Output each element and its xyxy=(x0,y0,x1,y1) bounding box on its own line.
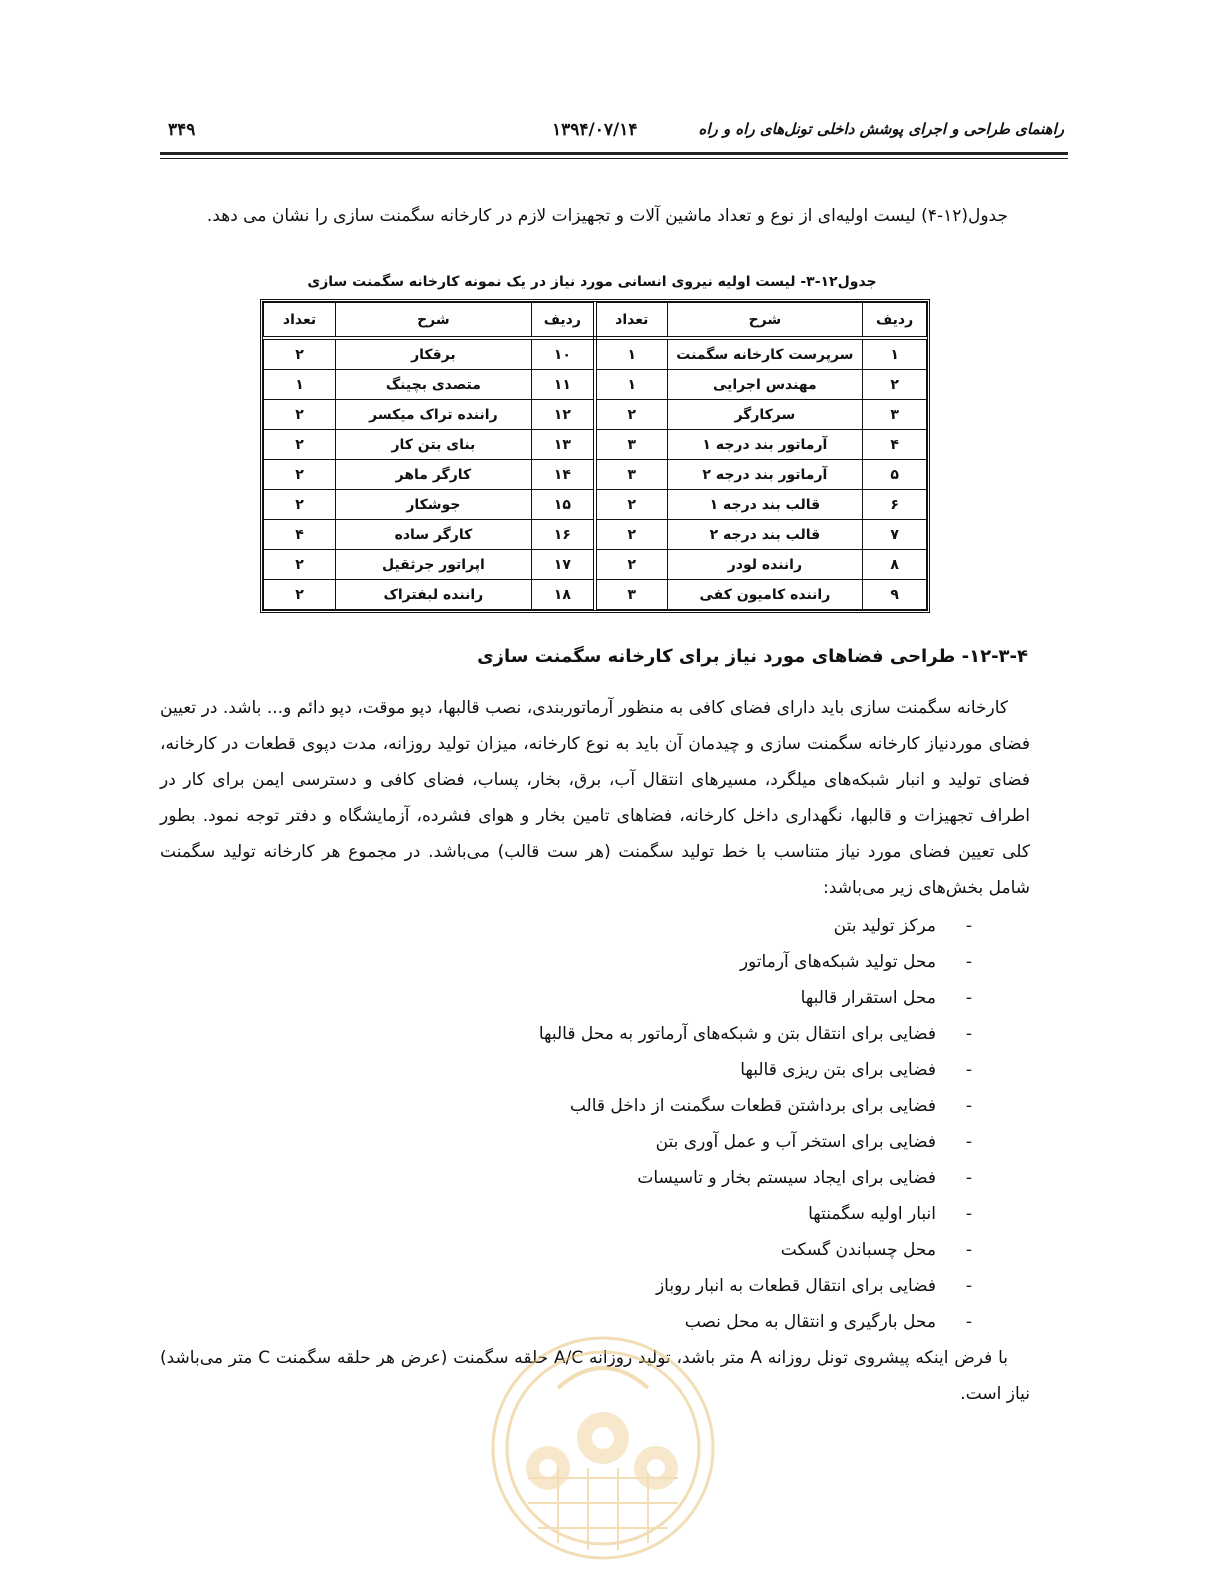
cell-description: کارگر ساده xyxy=(336,520,532,550)
table-row xyxy=(264,580,927,610)
table-row xyxy=(264,400,927,430)
cell-row-number: ۱۶ xyxy=(531,520,595,550)
cell-count: ۲ xyxy=(264,490,336,520)
intro-paragraph: جدول(۱۲-۴) لیست اولیه‌ای از نوع و تعداد ماشین آلات و تجهیزات لازم در کارخانه سگمنت سازی را نشان می دهد. xyxy=(206,206,1008,226)
table-row xyxy=(264,550,927,580)
list-bullet: - xyxy=(965,1204,972,1224)
list-bullet: - xyxy=(965,916,972,936)
cell-description: سرکارگر xyxy=(667,400,863,430)
list-item-text: فضایی برای بتن ریزی قالبها xyxy=(740,1060,936,1080)
list-item xyxy=(539,1088,972,1124)
list-item xyxy=(539,980,972,1016)
page-number: ۳۴۹ xyxy=(168,120,196,140)
table-row xyxy=(264,370,927,400)
list-item xyxy=(539,1196,972,1232)
list-item xyxy=(539,1124,972,1160)
cell-count: ۲ xyxy=(595,400,667,430)
space-list xyxy=(539,908,972,1340)
table-body xyxy=(264,338,927,610)
cell-count: ۲ xyxy=(264,430,336,460)
cell-row-number: ۴ xyxy=(863,430,927,460)
header-count: تعداد xyxy=(264,303,336,339)
cell-description: جوشکار xyxy=(336,490,532,520)
list-bullet: - xyxy=(965,1060,972,1080)
cell-count: ۳ xyxy=(595,430,667,460)
table-row xyxy=(264,338,927,370)
cell-row-number: ۸ xyxy=(863,550,927,580)
header-rule xyxy=(160,152,1068,159)
header-row-number: ردیف xyxy=(531,303,595,339)
list-bullet: - xyxy=(965,1132,972,1152)
cell-count: ۴ xyxy=(264,520,336,550)
cell-count: ۲ xyxy=(595,550,667,580)
cell-description: راننده لبفتراک xyxy=(336,580,532,610)
table-row xyxy=(264,490,927,520)
list-bullet: - xyxy=(965,952,972,972)
list-bullet: - xyxy=(965,1240,972,1260)
table-row xyxy=(264,430,927,460)
cell-row-number: ۲ xyxy=(863,370,927,400)
list-item xyxy=(539,1052,972,1088)
cell-description: کارگر ماهر xyxy=(336,460,532,490)
cell-description: مهندس اجرایی xyxy=(667,370,863,400)
list-item-text: فضایی برای برداشتن قطعات سگمنت از داخل قالب xyxy=(569,1096,936,1116)
cell-description: آرماتور بند درجه ۱ xyxy=(667,430,863,460)
list-item xyxy=(539,1160,972,1196)
cell-row-number: ۱۷ xyxy=(531,550,595,580)
list-item-text: محل استقرار قالبها xyxy=(800,988,936,1008)
cell-description: بنای بتن کار xyxy=(336,430,532,460)
cell-row-number: ۱۵ xyxy=(531,490,595,520)
table-row xyxy=(264,460,927,490)
cell-row-number: ۱۴ xyxy=(531,460,595,490)
cell-description: متصدی بچینگ xyxy=(336,370,532,400)
cell-count: ۲ xyxy=(264,580,336,610)
list-item-text: فضایی برای استخر آب و عمل آوری بتن xyxy=(655,1132,936,1152)
cell-count: ۲ xyxy=(264,460,336,490)
list-item xyxy=(539,1268,972,1304)
cell-description: آرماتور بند درجه ۲ xyxy=(667,460,863,490)
cell-description: برقکار xyxy=(336,338,532,370)
cell-count: ۲ xyxy=(264,400,336,430)
cell-row-number: ۷ xyxy=(863,520,927,550)
list-item-text: فضایی برای ایجاد سیستم بخار و تاسیسات xyxy=(637,1168,936,1188)
list-bullet: - xyxy=(965,988,972,1008)
list-item xyxy=(539,908,972,944)
header-date: ۱۳۹۴/۰۷/۱۴ xyxy=(552,120,638,140)
cell-description: قالب بند درجه ۱ xyxy=(667,490,863,520)
cell-row-number: ۱۲ xyxy=(531,400,595,430)
cell-row-number: ۵ xyxy=(863,460,927,490)
list-item xyxy=(539,944,972,980)
list-item-text: مرکز تولید بتن xyxy=(833,916,936,936)
list-item-text: محل چسباندن گسکت xyxy=(780,1240,936,1260)
cell-row-number: ۳ xyxy=(863,400,927,430)
cell-description: سرپرست کارخانه سگمنت xyxy=(667,338,863,370)
cell-count: ۲ xyxy=(264,338,336,370)
watermark-seal-icon xyxy=(488,1328,718,1584)
header-description: شرح xyxy=(667,303,863,339)
cell-row-number: ۱۸ xyxy=(531,580,595,610)
cell-row-number: ۹ xyxy=(863,580,927,610)
cell-count: ۱ xyxy=(595,338,667,370)
cell-row-number: ۱۰ xyxy=(531,338,595,370)
closing-paragraph: با فرض اینکه پیشروی تونل روزانه A متر باشد، تولید روزانه A/C حلقه سگمنت (عرض هر حلقه سگمنت C متر می‌باشد) نیاز است. xyxy=(160,1348,1030,1404)
list-item xyxy=(539,1232,972,1268)
section-title: ۱۲-۳-۴- طراحی فضاهای مورد نیاز برای کارخانه سگمنت سازی xyxy=(477,646,1028,667)
list-item-text: فضایی برای انتقال قطعات به انبار روباز xyxy=(655,1276,936,1296)
cell-description: راننده کامیون کفی xyxy=(667,580,863,610)
cell-row-number: ۱۳ xyxy=(531,430,595,460)
list-bullet: - xyxy=(965,1276,972,1296)
cell-count: ۱ xyxy=(595,370,667,400)
cell-description: اپراتور جرثقیل xyxy=(336,550,532,580)
table-caption: جدول۱۲-۳- لیست اولیه نیروی انسانی مورد نیاز در یک نمونه کارخانه سگمنت سازی xyxy=(307,274,877,290)
list-item-text: انبار اولیه سگمنتها xyxy=(808,1204,936,1224)
cell-count: ۱ xyxy=(264,370,336,400)
cell-count: ۳ xyxy=(595,580,667,610)
cell-count: ۳ xyxy=(595,460,667,490)
cell-count: ۲ xyxy=(595,520,667,550)
cell-description: قالب بند درجه ۲ xyxy=(667,520,863,550)
cell-row-number: ۱ xyxy=(863,338,927,370)
cell-count: ۲ xyxy=(264,550,336,580)
list-item-text: فضایی برای انتقال بتن و شبکه‌های آرماتور به محل قالبها xyxy=(538,1024,936,1044)
list-bullet: - xyxy=(965,1312,972,1332)
list-item-text: محل تولید شبکه‌های آرماتور xyxy=(739,952,936,972)
header-title: راهنمای طراحی و اجرای پوشش داخلی تونل‌های راه و راه xyxy=(698,120,1064,138)
cell-row-number: ۱۱ xyxy=(531,370,595,400)
list-item-text: محل بارگیری و انتقال به محل نصب xyxy=(684,1312,936,1332)
table-header-row xyxy=(264,303,927,339)
list-item xyxy=(539,1016,972,1052)
list-bullet: - xyxy=(965,1024,972,1044)
header-count: تعداد xyxy=(595,303,667,339)
list-bullet: - xyxy=(965,1168,972,1188)
cell-row-number: ۶ xyxy=(863,490,927,520)
cell-description: راننده تراک میکسر xyxy=(336,400,532,430)
cell-description: راننده لودر xyxy=(667,550,863,580)
list-bullet: - xyxy=(965,1096,972,1116)
body-paragraph: کارخانه سگمنت سازی باید دارای فضای کافی به منظور آرماتوربندی، نصب قالبها، دپو موقت، دپو دائم و... باشد. در تعیین فضای موردنیاز کارخانه سگمنت سازی و چیدمان آن باید به نوع کارخانه، میزان تولید روزانه، مدت دپوی قطعات در کارخانه، فضای تولید و انبار شبکه‌های میلگرد، مسیرهای انتقال آب، برق، بخار، پساب، فضای کافی و دسترسی ایمن برای کار در اطراف تجهیزات و قالبها، نگهداری داخل کارخانه، فضاهای تامین بخار و هوای فشرده، آزمایشگاه و دفتر توجه نمود. بطور کلی تعیین فضای مورد نیاز متناسب با خط تولید سگمنت (هر ست قالب) می‌باشد. در مجموع هر کارخانه تولید سگمنت شامل بخش‌های زیر می‌باشد: xyxy=(160,698,1030,898)
staff-table xyxy=(260,299,930,613)
table-row xyxy=(264,520,927,550)
cell-count: ۲ xyxy=(595,490,667,520)
header-description: شرح xyxy=(336,303,532,339)
header-row-number: ردیف xyxy=(863,303,927,339)
